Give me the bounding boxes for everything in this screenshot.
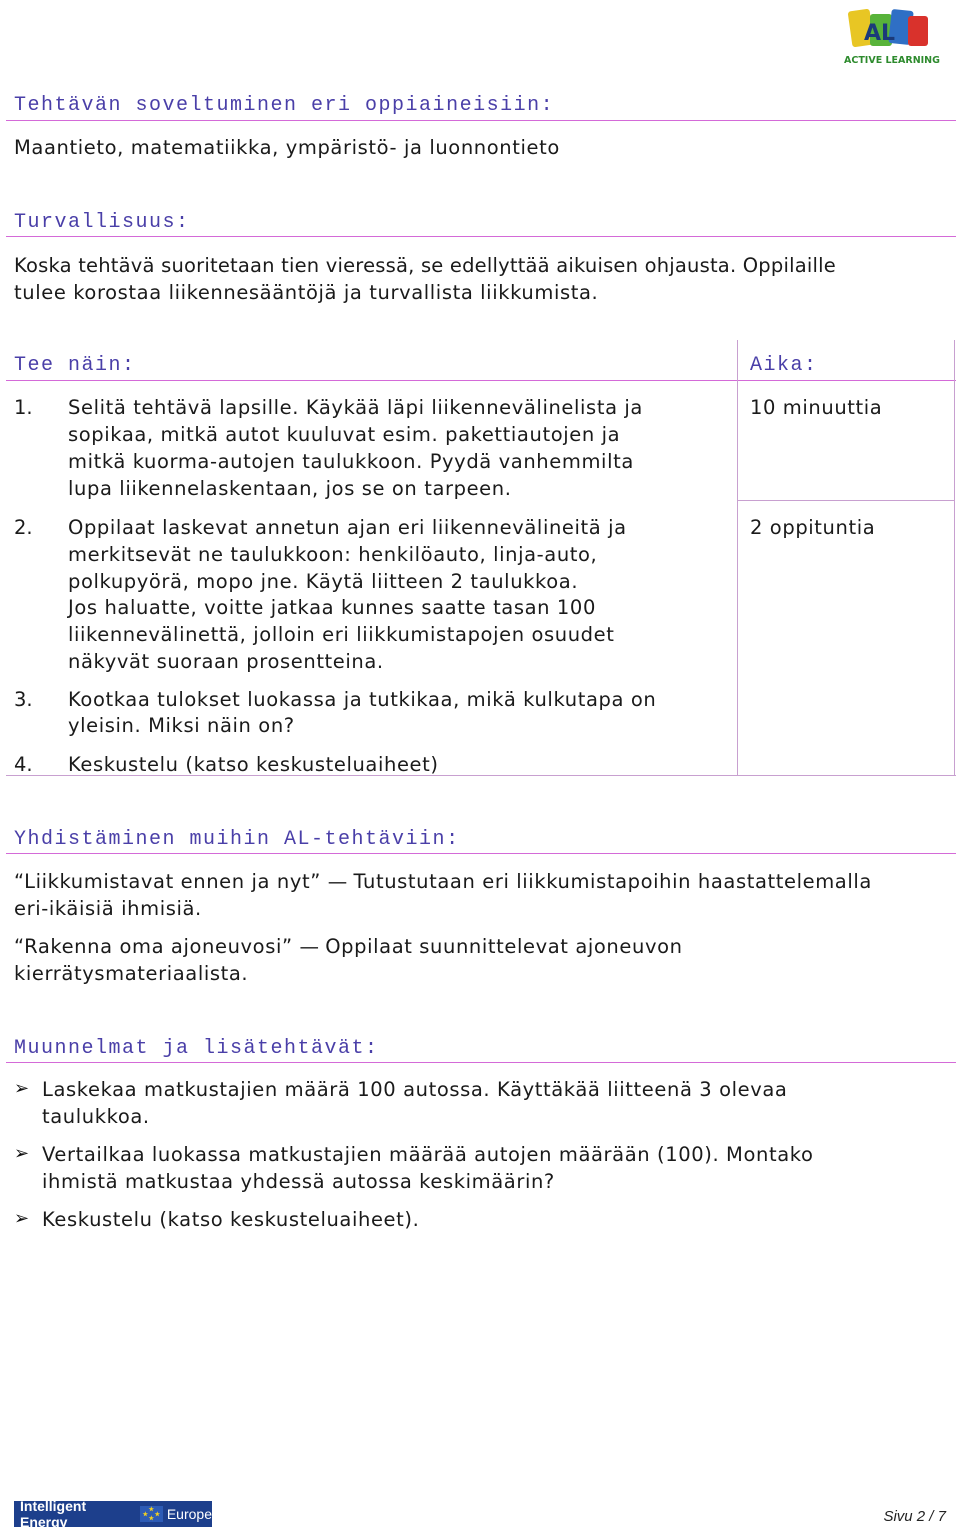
step-2-line-3: polkupyörä, mopo jne. Käytä liitteen 2 taulukkoa. [68,570,579,593]
step-3-line-1: Kootkaa tulokset luokassa ja tutkikaa, mikä kulkutapa on [68,688,657,711]
link-item-2-desc-line-2: kierrätysmateriaalista. [14,962,249,985]
arrow-bullet-icon: ➢ [14,1143,30,1164]
steps-table-divider [737,340,738,776]
subjects-heading: Tehtävän soveltuminen eri oppiaineisiin: [14,94,555,117]
link-item-2-desc: Oppilaat suunnittelevat ajoneuvon [325,935,683,958]
step-1-line-2: sopikaa, mitkä autot kuuluvat esim. pakettiautojen ja [68,423,621,446]
link-item-2-name[interactable]: “Rakenna oma ajoneuvosi” [14,935,293,958]
time-heading: Aika: [750,354,818,377]
step-2-number: 2. [14,516,33,539]
puzzle-logo-icon [840,6,940,68]
links-divider [6,853,956,854]
steps-heading: Tee näin: [14,354,136,377]
svg-text:AL: AL [864,21,896,46]
step-4-number: 4. [14,753,33,776]
steps-table-row-divider [737,500,955,501]
variation-1-line-2: taulukkoa. [42,1105,150,1128]
subjects-text: Maantieto, matematiikka, ympäristö- ja luonnontieto [14,136,560,159]
safety-heading: Turvallisuus: [14,211,190,234]
subjects-divider [6,120,956,121]
safety-text-line-2: tulee korostaa liikennesääntöjä ja turvallista liikkumista. [14,281,599,304]
svg-text:ACTIVE LEARNING: ACTIVE LEARNING [844,55,940,66]
link-item-1-desc: Tutustutaan eri liikkumistapoihin haastattelemalla [353,870,872,893]
active-learning-logo [840,6,940,68]
step-2-line-4: Jos haluatte, voitte jatkaa kunnes saatte tasan 100 [68,596,596,619]
step-3-number: 3. [14,688,33,711]
link-item-1-name[interactable]: “Liikkumistavat ennen ja nyt” [14,870,321,893]
step-1-line-3: mitkä kuorma-autojen taulukkoon. Pyydä vanhemmilta [68,450,634,473]
steps-table-right-border [954,340,955,776]
footer-brand-text-2: Europe [166,1506,212,1522]
step-1-line-1: Selitä tehtävä lapsille. Käykää läpi liikennevälinelista ja [68,396,643,419]
step-4-line-1: Keskustelu (katso keskusteluaiheet) [68,753,439,776]
link-item-1-desc-line-2: eri-ikäisiä ihmisiä. [14,897,202,920]
variation-3-line-1: Keskustelu (katso keskusteluaiheet). [42,1208,420,1231]
footer-brand-text: Intelligent Energy [20,1498,87,1530]
step-2-line-6: näkyvät suoraan prosentteina. [68,650,384,673]
eu-flag-icon: ★ ★ ★ ★ [140,1506,163,1522]
link-item-2: “Rakenna oma ajoneuvosi” — Oppilaat suunnittelevat ajoneuvon [14,935,683,958]
arrow-bullet-icon: ➢ [14,1208,30,1229]
variations-divider [6,1062,956,1063]
step-3-line-2: yleisin. Miksi näin on? [68,714,295,737]
variation-1-line-1: Laskekaa matkustajien määrä 100 autossa. Käyttäkää liitteenä 3 olevaa [42,1078,788,1101]
step-2-time: 2 oppituntia [750,516,876,539]
step-2-line-1: Oppilaat laskevat annetun ajan eri liikennevälineitä ja [68,516,627,539]
variation-2-line-1: Vertailkaa luokassa matkustajien määrää autojen määrään (100). Montako [42,1143,814,1166]
links-heading: Yhdistäminen muihin AL-tehtäviin: [14,828,460,851]
intelligent-energy-europe-logo [14,1498,212,1530]
step-2-line-2: merkitsevät ne taulukkoon: henkilöauto, linja-auto, [68,543,598,566]
page-number: Sivu 2 / 7 [883,1508,946,1525]
step-1-line-4: lupa liikennelaskentaan, jos se on tarpeen. [68,477,512,500]
arrow-bullet-icon: ➢ [14,1078,30,1099]
safety-divider [6,236,956,237]
step-1-number: 1. [14,396,33,419]
variations-heading: Muunnelmat ja lisätehtävät: [14,1037,379,1060]
step-1-time: 10 minuuttia [750,396,883,419]
safety-text-line-1: Koska tehtävä suoritetaan tien vieressä, se edellyttää aikuisen ohjausta. Oppilaille [14,254,836,277]
variation-2-line-2: ihmistä matkustaa yhdessä autossa keskimäärin? [42,1170,555,1193]
link-item-1: “Liikkumistavat ennen ja nyt” — Tutustutaan eri liikkumistapoihin haastattelemalla [14,870,872,893]
steps-divider [6,380,956,381]
step-2-line-5: liikennevälinettä, jolloin eri liikkumistapojen osuudet [68,623,615,646]
